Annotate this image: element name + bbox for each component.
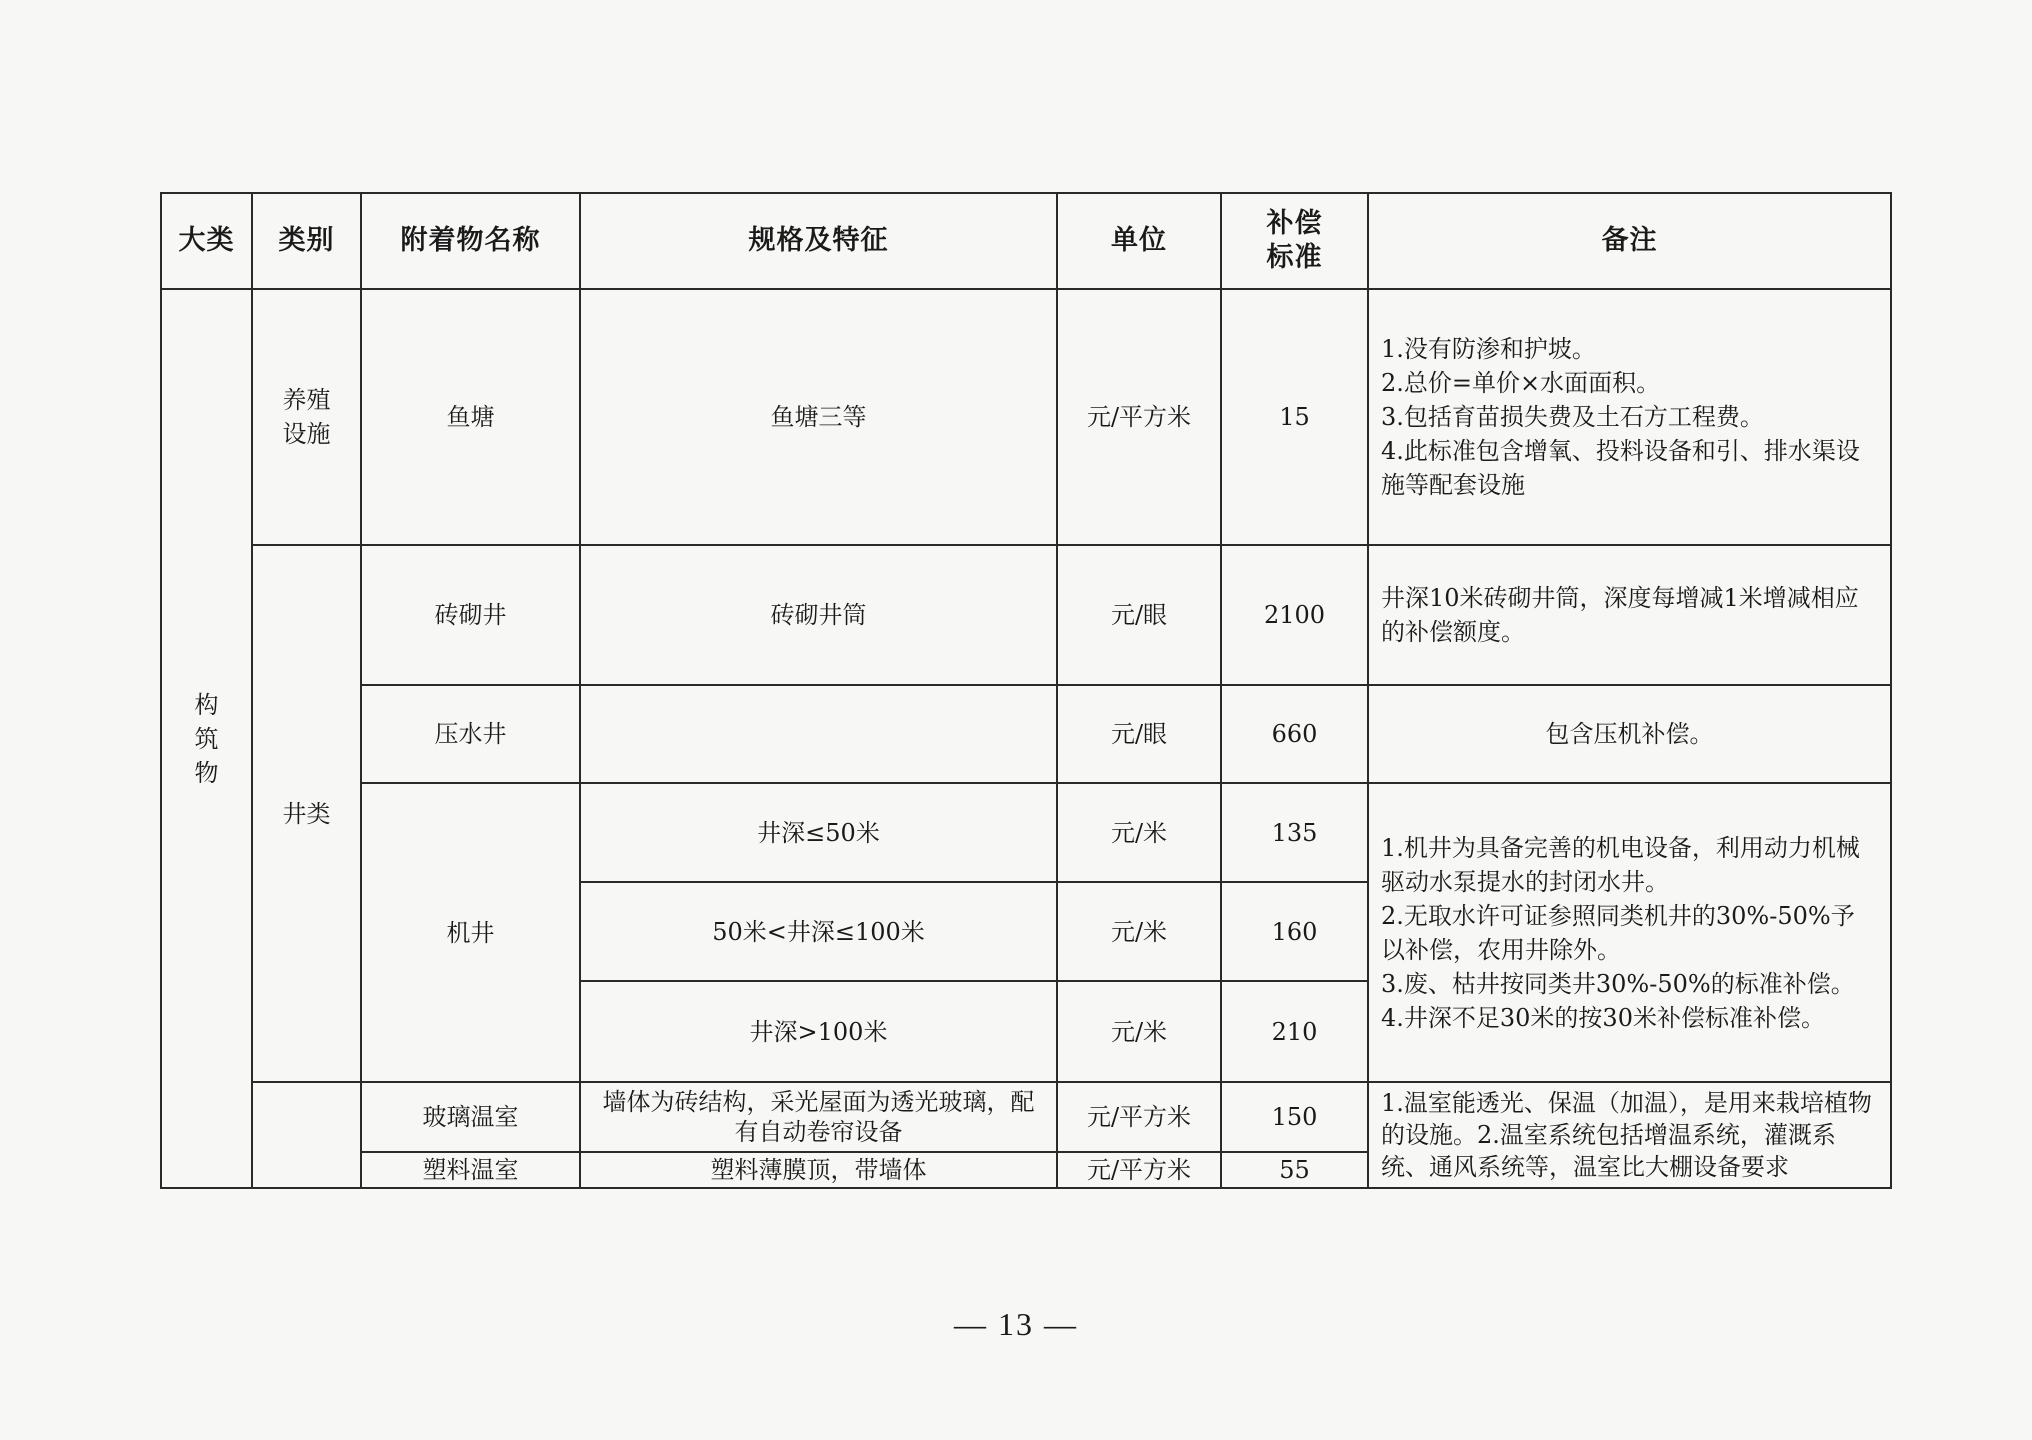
item-name: 压水井 bbox=[361, 685, 580, 783]
item-standard: 160 bbox=[1221, 882, 1368, 981]
item-remarks bbox=[1368, 289, 1891, 545]
header-remarks: 备注 bbox=[1368, 193, 1891, 289]
item-remarks: 1.温室能透光、保温（加温），是用来栽培植物的设施。2.温室系统包括增温系统，灌溉系统、通风系统等，温室比大棚设备要求 bbox=[1368, 1082, 1891, 1188]
item-name: 塑料温室 bbox=[361, 1152, 580, 1188]
item-unit: 元/米 bbox=[1057, 981, 1221, 1082]
item-standard: 660 bbox=[1221, 685, 1368, 783]
item-spec: 50米<井深≤100米 bbox=[580, 882, 1057, 981]
item-name: 机井 bbox=[361, 783, 580, 1082]
item-remarks bbox=[1368, 783, 1891, 1082]
item-name: 鱼塘 bbox=[361, 289, 580, 545]
table-row bbox=[161, 1082, 1891, 1152]
item-spec bbox=[580, 685, 1057, 783]
remark-line: 4.此标准包含增氧、投料设备和引、排水渠设施等配套设施 bbox=[1381, 437, 1860, 499]
remark-line: 1.机井为具备完善的机电设备，利用动力机械驱动水泵提水的封闭水井。 bbox=[1381, 833, 1860, 896]
item-standard: 135 bbox=[1221, 783, 1368, 882]
category-cell: 养殖设施 bbox=[252, 289, 361, 545]
remark-line: 2.总价=单价×水面面积。 bbox=[1381, 369, 1661, 397]
item-remarks: 井深10米砖砌井筒，深度每增减1米增减相应的补偿额度。 bbox=[1368, 545, 1891, 685]
header-standard: 补偿标准 bbox=[1221, 193, 1368, 289]
item-name: 砖砌井 bbox=[361, 545, 580, 685]
item-unit: 元/眼 bbox=[1057, 545, 1221, 685]
item-spec: 塑料薄膜顶，带墙体 bbox=[580, 1152, 1057, 1188]
header-category: 类别 bbox=[252, 193, 361, 289]
item-spec: 墙体为砖结构，采光屋面为透光玻璃，配有自动卷帘设备 bbox=[580, 1082, 1057, 1152]
item-remarks: 包含压机补偿。 bbox=[1368, 685, 1891, 783]
item-name: 玻璃温室 bbox=[361, 1082, 580, 1152]
category-cell bbox=[252, 1082, 361, 1188]
header-major: 大类 bbox=[161, 193, 252, 289]
header-unit: 单位 bbox=[1057, 193, 1221, 289]
item-standard: 210 bbox=[1221, 981, 1368, 1082]
item-standard: 55 bbox=[1221, 1152, 1368, 1188]
category-cell: 井类 bbox=[252, 545, 361, 1082]
remark-line: 4.井深不足30米的按30米补偿标准补偿。 bbox=[1381, 1003, 1825, 1032]
remark-line: 2.无取水许可证参照同类机井的30%-50%予以补偿，农用井除外。 bbox=[1381, 901, 1855, 964]
item-standard: 15 bbox=[1221, 289, 1368, 545]
item-unit: 元/平方米 bbox=[1057, 1082, 1221, 1152]
item-spec: 井深≤50米 bbox=[580, 783, 1057, 882]
table-row bbox=[161, 783, 1891, 882]
table-row bbox=[161, 685, 1891, 783]
item-spec: 砖砌井筒 bbox=[580, 545, 1057, 685]
item-spec: 井深>100米 bbox=[580, 981, 1057, 1082]
page-number: — 13 — bbox=[954, 1306, 1078, 1342]
remark-line: 1.没有防渗和护坡。 bbox=[1381, 335, 1596, 363]
item-spec: 鱼塘三等 bbox=[580, 289, 1057, 545]
header-spec: 规格及特征 bbox=[580, 193, 1057, 289]
item-unit: 元/眼 bbox=[1057, 685, 1221, 783]
remark-line: 3.废、枯井按同类井30%-50%的标准补偿。 bbox=[1381, 969, 1855, 998]
item-standard: 2100 bbox=[1221, 545, 1368, 685]
remark-line: 3.包括育苗损失费及土石方工程费。 bbox=[1381, 403, 1764, 431]
table-row bbox=[161, 289, 1891, 545]
item-unit: 元/米 bbox=[1057, 783, 1221, 882]
table-row bbox=[161, 545, 1891, 685]
item-unit: 元/米 bbox=[1057, 882, 1221, 981]
compensation-table bbox=[160, 192, 1892, 1189]
item-unit: 元/平方米 bbox=[1057, 1152, 1221, 1188]
header-name: 附着物名称 bbox=[361, 193, 580, 289]
item-unit: 元/平方米 bbox=[1057, 289, 1221, 545]
header-row bbox=[161, 193, 1891, 289]
major-category-cell: 构筑物 bbox=[161, 289, 252, 1188]
item-standard: 150 bbox=[1221, 1082, 1368, 1152]
